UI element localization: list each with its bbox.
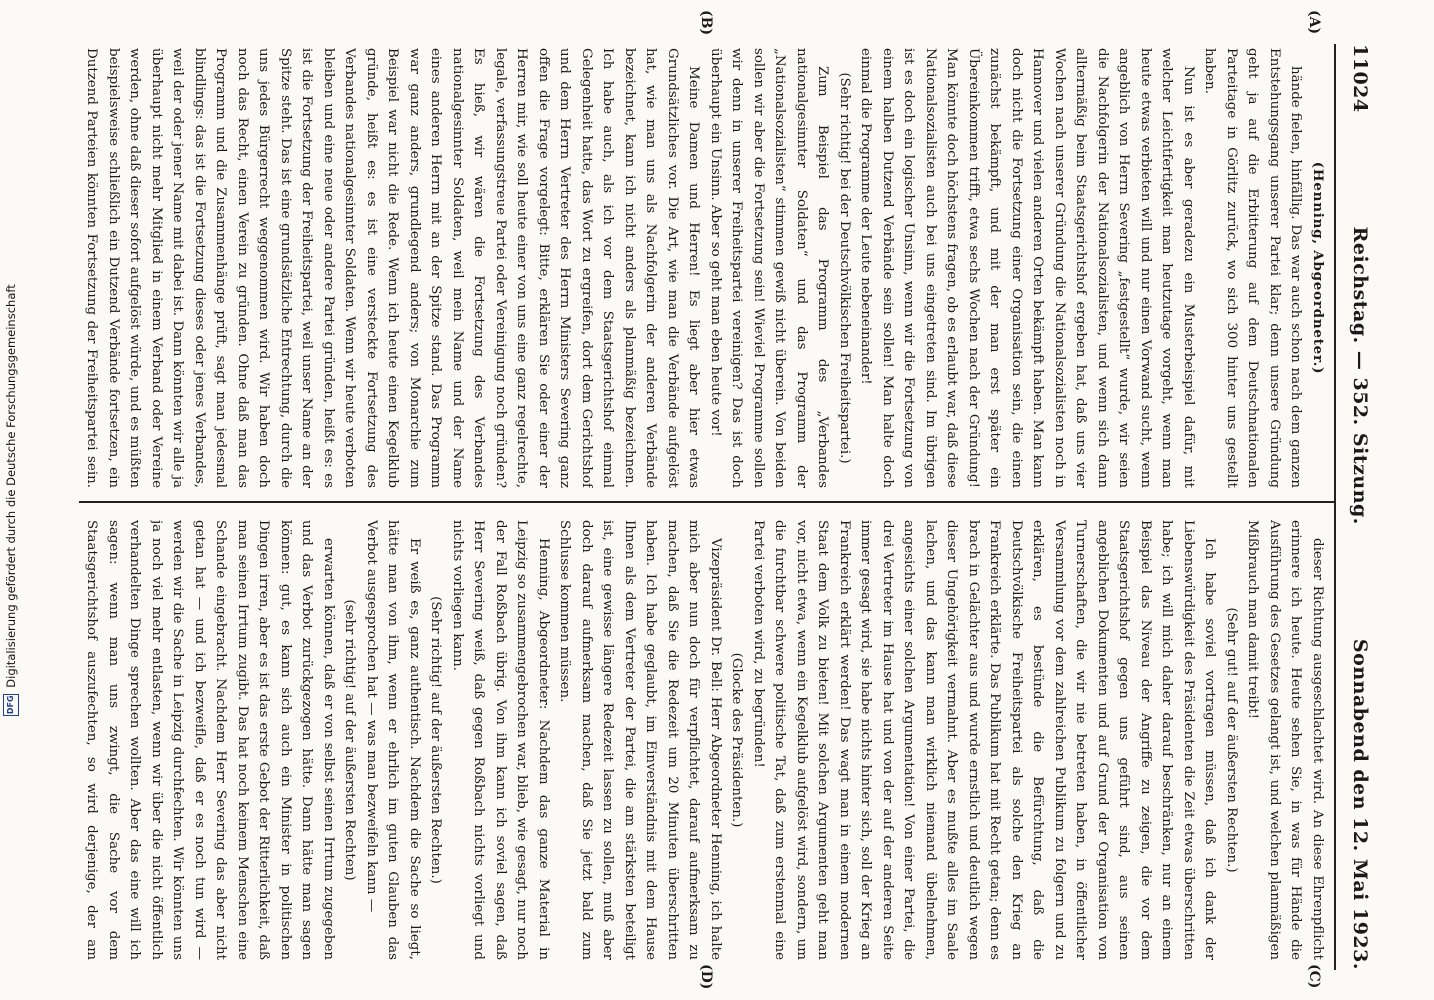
paragraph: Henning, Abgeordneter: Nachdem das ganze Material in Leipzig so zusammengebrochen war, blieb, wie gesagt, nur noch der Fall Roßbach übrig. Von ihm kann ich soviel sagen, daß Herr Severing weiß, daß gegen Roßbach nichts vorliegt und nichts vorliegen kann. bbox=[450, 520, 551, 960]
interjection: (Sehr gut! auf der äußersten Rechten.) bbox=[1224, 607, 1239, 873]
right-column bbox=[78, 520, 1328, 960]
interjection: (sehr richtig! auf der äußersten Rechten) bbox=[342, 599, 358, 881]
interjection: (Glocke des Präsidenten.) bbox=[729, 652, 745, 828]
column-divider bbox=[79, 501, 1334, 503]
footer-credit bbox=[0, 0, 22, 1000]
footer-text: Digitalisierung gefördert durch die Deutsche Forschungsgemeinschaft bbox=[4, 284, 18, 688]
header-title: Reichstag. — 352. Sitzung. bbox=[1349, 226, 1371, 525]
interjection: (Sehr richtig! bei der Deutschvölkischen Freiheitspartei.) bbox=[837, 72, 852, 464]
paragraph: Ich habe soviel vortragen müssen, daß ich dank der Liebenswürdigkeit des Präsidenten die Zeit etwas überschritten habe; ich will mich daher darauf beschränken, nur an einem Beispiel das Niveau der Angriffe zu zeigen, die vor dem Staatsgerichtshof gegen uns geführt sind, aus seinen angeblichen Dokumenten und auf Grund der Organisation von Turnerschaften, die wir nie betreten haben, in öffentlicher Versammlung vor dem zahlreichen Publikum zu folgern und zu erklären, es bestünde die Befürchtung, daß die Deutschvölkische Freiheitspartei als solche den Krieg an Frankreich erklärte. Das Publikum hat mit Recht getan; denn es brach in Gelächter aus und wurde ernstlich und deutlich wegen dieser Ungehörigkeit vermahnt. Aber es mußte alles im Saale lachen, und das kann man wirklich niemand übelnehmen, angesichts einer solchen Argumentation! Von einer Partei, die drei Vertreter im Hause hat und von der auf der anderen Seite immer gesagt wird, sie habe nichts hinter sich, soll der Krieg an Frankreich erklärt werden! Das wagt man in einem modernen Staat dem Volk zu bieten! Mit solchen Argumenten geht man vor, nicht etwa, wenn ein Kegelklub aufgelöst wird, sondern, um die furchtbar schwere politische Tat, daß zum erstenmal eine Partei verboten wird, zu begründen! bbox=[751, 520, 1218, 960]
dfg-logo-icon: DFG bbox=[3, 694, 19, 716]
page-header bbox=[1340, 44, 1380, 970]
margin-marker-b: (B) bbox=[698, 10, 714, 36]
paragraph: hände fielen, hinfällig. Das war auch schon nach dem ganzen Entstehungsgang unserer Partei klar; denn unsere Gründung geht ja auf die Erbitterung auf dem Deutschnationalen Parteitage in Görlitz zurück, wo sich 300 hinter uns gestellt haben. bbox=[1202, 48, 1304, 488]
header-date: Sonnabend den 12. Mai 1923. bbox=[1349, 638, 1371, 970]
margin-marker-d: (D) bbox=[698, 964, 714, 990]
page-number: 11024 bbox=[1349, 44, 1371, 113]
margin-marker-c: (C) bbox=[1306, 964, 1322, 989]
paragraph: Vizepräsident Dr. Bell: Herr Abgeordneter Henning, ich halte mich aber nun doch für verpflichtet, darauf aufmerksam zu machen, daß Sie die Redezeit um 20 Minuten überschritten haben. Ich habe geglaubt, im Einverständnis mit dem Hause Ihnen als dem Vertreter der Partei, die am stärksten beteiligt ist, eine gewisse längere Redezeit lassen zu sollen, muß aber doch darauf aufmerksam machen, daß Sie jetzt bald zum Schlusse kommen müssen. bbox=[557, 520, 723, 960]
paragraph: erwarten können, daß er von selbst seinen Irrtum zugegeben und das Verbot zurückgezogen hätte. Dann hätte man sagen können: gut, es kann sich auch ein Minister in politischen Dingen irren, aber es ist das erste Gebot der Ritterlichkeit, daß man seinen Irrtum zugibt. Das hat noch keinem Menschen eine Schande eingebracht. Nachdem Herr Severing das aber nicht getan hat — und ich bezweifle, daß er es noch tun wird — werden wir die Sache in Leipzig durchfechten. Wir könnten uns ja noch viel mehr entlasten, wenn wir über die nicht öffentlich verhandelten Dinge sprechen wollten. Aber das eine will ich sagen: wenn man uns zwingt, die Sache vor dem Staatsgerichtshof auszufechten, so wird derjenige, der am bbox=[84, 520, 336, 960]
interjection: (Sehr richtig! auf der äußersten Rechten.) bbox=[428, 596, 444, 884]
margin-marker-a: (A) bbox=[1306, 10, 1322, 35]
left-column bbox=[78, 48, 1328, 488]
speaker-line: (Henning, Abgeordneter.) bbox=[1310, 161, 1326, 375]
paragraph: Er weiß es, ganz authentisch. Nachdem die Sache so liegt, hätte man von ihm, wenn er ehrlich im guten Glauben das Verbot ausgesprochen hat — was man bezweifeln kann — bbox=[364, 520, 422, 960]
paragraph: Zum Beispiel das Programm des „Verbandes nationalgesinnter Soldaten“ und das Programm der „Nationalsozialisten“ stimmen gewiß nicht überein. Von beiden sollen wir aber die Fortsetzung sein! Wieviel Programme sollen wir denn in unserer Freiheitspartei vereinigen? Das ist doch überhaupt ein Unsinn. Aber so geht man eben heute vor! bbox=[708, 48, 831, 488]
paragraph: Nun ist es aber geradezu ein Musterbeispiel dafür, mit welcher Leichtfertigkeit man heutzutage vorgeht, wenn man heute etwas verbieten will und nur einen Vorwand sucht, wenn angeblich von Herrn Severing „festgestellt“ wurde, wir seien die Nachfolgerin der Nationalsozialisten, und wenn sich dann alltermäßig beim Staatsgerichtshof ergeben hat, daß uns vier Wochen nach unserer Gründung die Nationalsozialisten noch in Hannover und vielen anderen Orten bekämpft haben. Man kann doch nicht die Fortsetzung einer Organisation sein, die einen zunächst bekämpft, und mit der man erst später ein Übereinkommen trifft, etwa sechs Wochen nach der Gründung! Man könnte doch höchstens fragen, ob es erlaubt war, daß diese Nationalsozialisten auch bei uns eingetreten sind. Im übrigen ist es doch ein logischer Unsinn, wenn wir die Fortsetzung von einem halben Dutzend Verbände sein sollen! Man halte doch einmal die Programme der Leute nebeneinander! bbox=[858, 48, 1196, 488]
paragraph: dieser Richtung ausgeschlachtet wird. An diese Ehrenpflicht erinnere ich heute. Heute sehen Sie, in was für Hände die Ausführung des Gesetzes gelangt ist, und welchen planmäßigen Mißbrauch man damit treibt! bbox=[1245, 520, 1325, 960]
header-rule bbox=[1334, 44, 1336, 970]
paragraph: Meine Damen und Herren! Es liegt aber hier etwas Grundsätzliches vor. Die Art, wie man die Verbände aufgelöst hat, wie man uns als Nachfolgerin der anderen Verbände bezeichnet, kann ich nicht anders als planmäßig bezeichnen. Ich habe auch, als ich vor dem Staatsgerichtshof einmal Gelegenheit hatte, das Wort zu ergreifen, dort dem Gerichtshof und dem Herrn Vertreter des Herrn Ministers Severing ganz offen die Frage vorgelegt: Bitte, erklären Sie oder einer der Herren mir, wie soll heute einer von uns eine ganz regelrechte, legale, verfassungstreue Partei oder Vereinigung noch gründen? Es hieß, wir wären die Fortsetzung des Verbandes nationalgesinnter Soldaten, weil mein Name und der Name eines anderen Herrn mit an der Spitze stand. Das Programm war ganz anders, grundlegend anders; von Monarchie zum Beispiel war nicht die Rede. Wenn ich heute einen Kegelklub gründe, heißt es: es ist eine versteckte Fortsetzung des Verbandes nationalgesinnter Soldaten. Wenn wir heute verboten bleiben und eine neue oder andere Partei gründen, heißt es: es ist die Fortsetzung der Freiheitspartei, weil unser Name an der Spitze steht. Das ist eine grundsätzliche Entrechtung, durch die uns jedes Bürgerrecht weggenommen wird. Wir haben doch noch das Recht, einen Verein zu gründen. Ohne daß man das Programm und die Zusammenhänge prüft, sagt man jedesmal blindlings: das ist die Fortsetzung dieses oder jenes Verbandes, weil der oder jener Name mit dabei ist. Dann könnten wir alle ja überhaupt nicht mehr Mitglied in einem Verband oder Vereine werden, ohne daß dieser sofort aufgelöst würde, und es müßten beispielsweise schließlich ein Dutzend Verbände fortsetzen, ein Dutzend Parteien könnten Fortsetzung der Freiheitspartei sein. bbox=[84, 48, 702, 488]
